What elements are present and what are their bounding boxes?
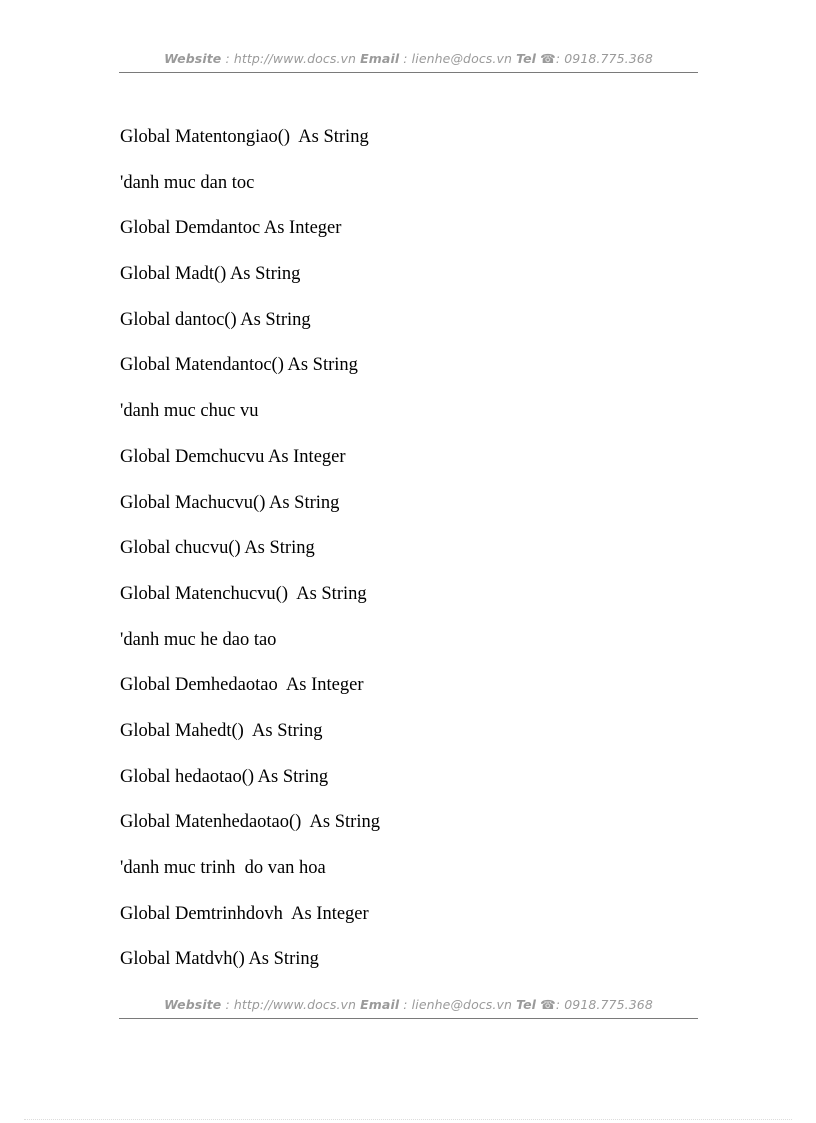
code-line: Global Matendantoc() As String — [120, 355, 358, 376]
page-edge-divider — [24, 1119, 792, 1120]
code-line: Global Demtrinhdovh As Integer — [120, 903, 369, 924]
code-comment: 'danh muc chuc vu — [120, 401, 259, 422]
code-line: Global hedaotao() As String — [120, 766, 329, 787]
phone-icon: ☎ — [540, 997, 556, 1012]
phone-icon: ☎ — [540, 51, 556, 66]
website-label: Website — [164, 997, 222, 1012]
website-value: : http://www.docs.vn — [225, 51, 357, 66]
email-label: Email — [360, 51, 400, 66]
code-line: Global Demchucvu As Integer — [120, 446, 346, 467]
code-comment: 'danh muc he dao tao — [120, 629, 277, 650]
tel-value: : 0918.775.368 — [555, 51, 653, 66]
tel-label: Tel — [516, 51, 537, 66]
code-line: Global Matenchucvu() As String — [120, 583, 367, 604]
code-comment: 'danh muc trinh do van hoa — [120, 858, 326, 878]
code-line: Global Matdvh() As String — [120, 949, 319, 970]
code-line: Global Demhedaotao As Integer — [120, 675, 364, 696]
tel-value: : 0918.775.368 — [555, 997, 653, 1012]
website-value: : http://www.docs.vn — [225, 997, 357, 1012]
code-line: Global Machucvu() As String — [120, 492, 340, 513]
email-label: Email — [360, 997, 400, 1012]
code-line: Global Madt() As String — [120, 264, 301, 285]
tel-label: Tel — [516, 997, 537, 1012]
code-line: Global Demdantoc As Integer — [120, 218, 342, 239]
email-value: : lienhe@docs.vn — [403, 997, 513, 1012]
page-footer — [119, 996, 698, 1019]
code-line: Global chucvu() As String — [120, 538, 315, 559]
code-listing — [120, 124, 700, 992]
email-value: : lienhe@docs.vn — [403, 51, 513, 66]
page-header — [119, 50, 698, 73]
website-label: Website — [164, 51, 222, 66]
code-line: Global dantoc() As String — [120, 309, 311, 330]
code-line: Global Matenhedaotao() As String — [120, 812, 380, 833]
code-line: Global Matentongiao() As String — [120, 127, 369, 147]
code-line: Global Mahedt() As String — [120, 720, 323, 741]
code-comment: 'danh muc dan toc — [120, 172, 255, 193]
